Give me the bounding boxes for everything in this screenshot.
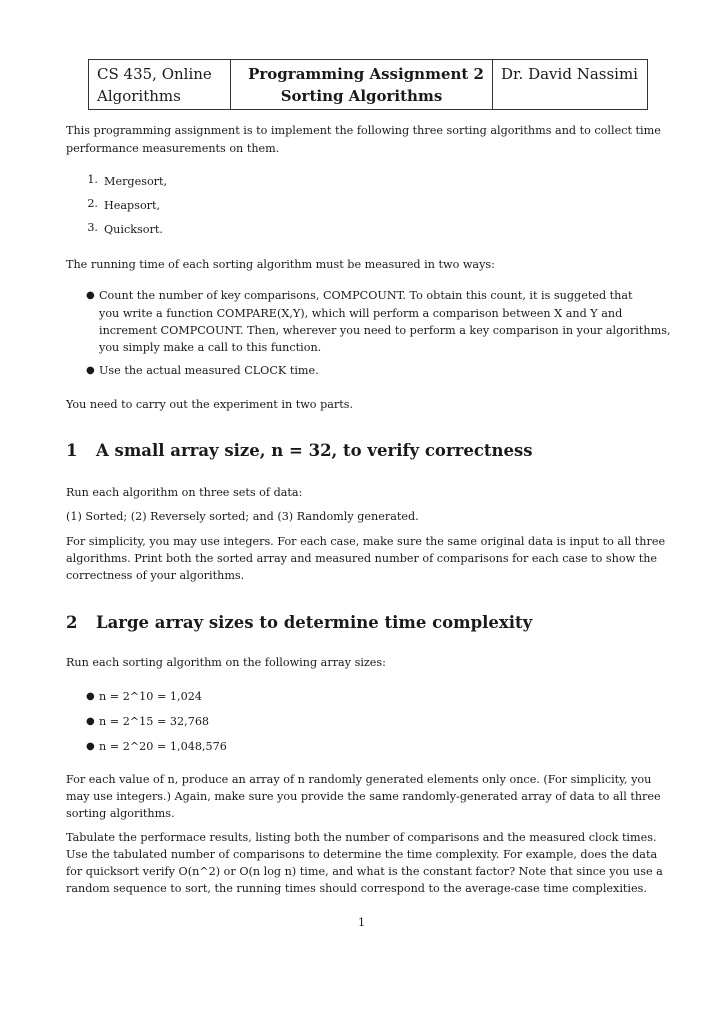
header-table: [88, 59, 648, 110]
section-2-heading: [66, 612, 532, 634]
s2-p1: Run each sorting algorithm on the following array sizes:: [66, 656, 386, 669]
section-title: A small array size, n = 32, to verify correctness: [96, 441, 533, 460]
bullet-icon: ●: [86, 716, 95, 727]
s2-p3-line4: random sequence to sort, the running times should correspond to the average-case time complexities.: [66, 882, 647, 895]
s2-p2-line3: sorting algorithms.: [66, 807, 175, 820]
list-number: 2.: [87, 197, 98, 210]
s2-p2-line2: may use integers.) Again, make sure you provide the same randomly-generated array of data to all three: [66, 790, 661, 803]
bullet-icon: ●: [86, 365, 95, 376]
list-item: Heapsort,: [104, 199, 161, 212]
s1-p2: (1) Sorted; (2) Reversely sorted; and (3) Randomly generated.: [66, 510, 419, 523]
s2-p3-line2: Use the tabulated number of comparisons to determine the time complexity. For example, does the data: [66, 848, 658, 861]
bullet-icon: ●: [86, 290, 95, 301]
s1-p1: Run each algorithm on three sets of data:: [66, 486, 303, 499]
title-cell: [231, 60, 493, 109]
list-item: Quicksort.: [104, 223, 163, 236]
course-line2: Algorithms: [97, 87, 181, 105]
section-number: 2: [66, 613, 78, 632]
title-line1: Programming Assignment 2: [248, 65, 484, 83]
list-number: 3.: [87, 221, 98, 234]
way2: Use the actual measured CLOCK time.: [99, 364, 319, 377]
s1-p3-line3: correctness of your algorithms.: [66, 569, 245, 582]
page-number: 1: [357, 916, 366, 929]
size-item: n = 2^20 = 1,048,576: [99, 740, 227, 753]
section-title: Large array sizes to determine time complexity: [96, 613, 533, 632]
instructor-name: Dr. David Nassimi: [501, 65, 638, 83]
title-line2: Sorting Algorithms: [280, 87, 443, 105]
course-cell: [89, 60, 231, 109]
parts-intro: You need to carry out the experiment in two parts.: [66, 398, 354, 411]
intro-line2: performance measurements on them.: [66, 142, 280, 155]
section-number: 1: [66, 441, 78, 460]
course-line1: CS 435, Online: [97, 65, 212, 83]
s1-p3-line1: For simplicity, you may use integers. For each case, make sure the same original data is input to all three: [66, 535, 666, 548]
s2-p3-line1: Tabulate the performace results, listing both the number of comparisons and the measured clock times.: [66, 831, 657, 844]
size-item: n = 2^15 = 32,768: [99, 715, 210, 728]
list-item: Mergesort,: [104, 175, 168, 188]
ways-intro: The running time of each sorting algorithm must be measured in two ways:: [66, 258, 495, 271]
intro-line1: This programming assignment is to implement the following three sorting algorithms and to collect time: [66, 124, 661, 137]
instructor-cell: [493, 60, 647, 109]
s1-p3-line2: algorithms. Print both the sorted array and measured number of comparisons for each case to show the: [66, 552, 658, 565]
way1-line4: you simply make a call to this function.: [99, 341, 322, 354]
list-number: 1.: [87, 173, 98, 186]
way1-line2: you write a function COMPARE(X,Y), which will perform a comparison between X and Y and: [99, 307, 623, 320]
bullet-icon: ●: [86, 691, 95, 702]
size-item: n = 2^10 = 1,024: [99, 690, 202, 703]
way1-line1: Count the number of key comparisons, COMPCOUNT. To obtain this count, it is suggeted that: [99, 289, 633, 302]
bullet-icon: ●: [86, 741, 95, 752]
way1-line3: increment COMPCOUNT. Then, wherever you need to perform a key comparison in your algorithms,: [99, 324, 671, 337]
s2-p3-line3: for quicksort verify O(n^2) or O(n log n) time, and what is the constant factor? Note that since you use a: [66, 865, 663, 878]
section-1-heading: [66, 440, 533, 462]
s2-p2-line1: For each value of n, produce an array of n randomly generated elements only once. (For simplicity, you: [66, 773, 652, 786]
